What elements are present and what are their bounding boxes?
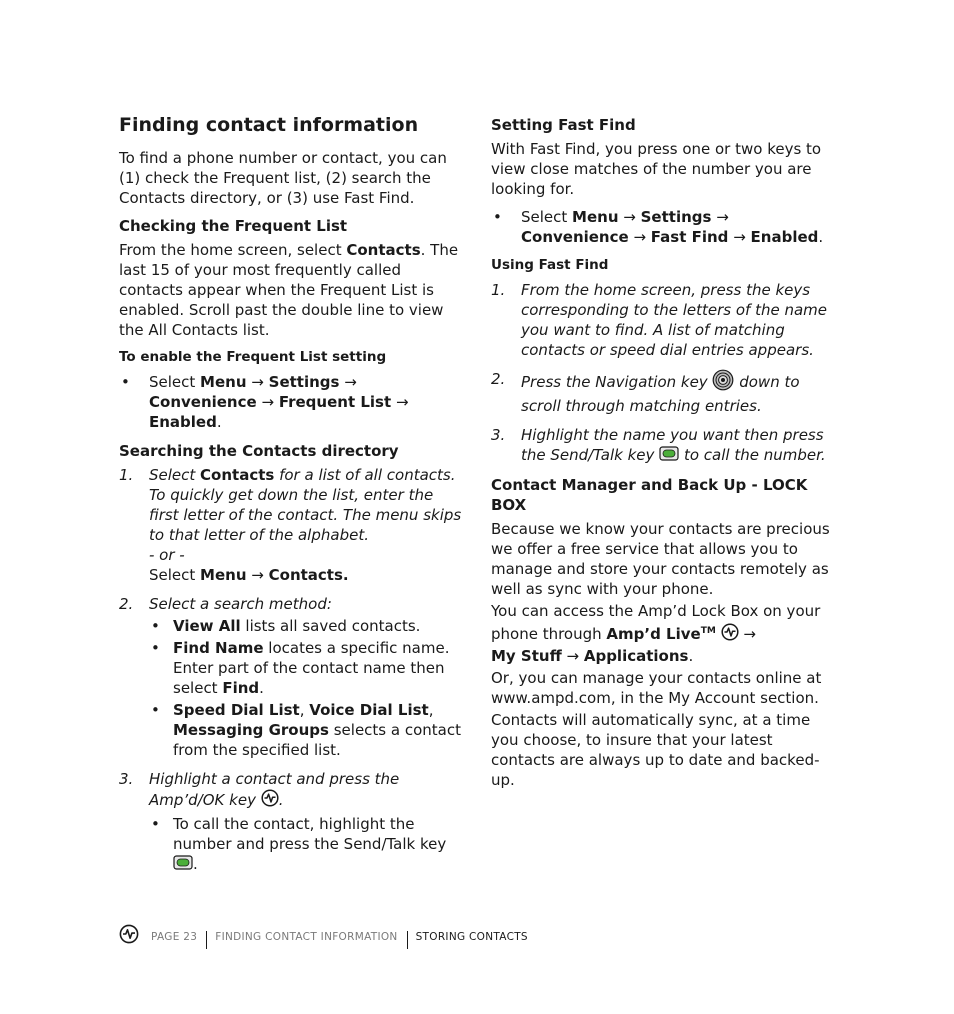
lockbox-heading: Contact Manager and Back Up - LOCK BOX [491, 475, 808, 514]
enable-frequent-heading: To enable the Frequent List setting [119, 349, 387, 365]
lockbox-paragraph-4: Contacts will automatically sync, at a time you choose, to insure that your latest contacts are always up to date and backed-up. [491, 710, 820, 789]
footer-section-current: FINDING CONTACT INFORMATION [215, 931, 398, 943]
list-item: • Find Name locates a specific name. Enter part of the contact name then select Find. [149, 638, 464, 698]
page-footer [119, 926, 528, 948]
lockbox-paragraph-3: Or, you can manage your contacts online at www.ampd.com, in the My Account section. [491, 668, 822, 707]
list-item: 3. Highlight the name you want then press the Send/Talk key to call the number. [491, 426, 826, 464]
lockbox-paragraph-1: Because we know your contacts are precious we offer a free service that allows you to manage and store your contacts remotely as well as sync with your phone. [491, 519, 830, 598]
using-fastfind-heading: Using Fast Find [491, 257, 609, 273]
footer-section-chapter: STORING CONTACTS [415, 931, 528, 943]
ampd-logo-icon [119, 924, 139, 951]
intro-paragraph: To find a phone number or contact, you can (1) check the Frequent list, (2) search the Contacts directory, or (3) use Fast Find. [119, 149, 447, 207]
footer-divider [206, 931, 207, 949]
fastfind-paragraph: With Fast Find, you press one or two keys to view close matches of the number you are looking for. [491, 140, 822, 198]
list-item: • View All lists all saved contacts. [149, 616, 464, 636]
frequent-paragraph: From the home screen, select Contacts. The last 15 of your most frequently called contacts appear when the Frequent List is enabled. Scroll past the double line to view the All Contacts list. [119, 241, 459, 339]
fastfind-settings-list [491, 207, 836, 247]
ampd-ok-icon [261, 789, 279, 812]
frequent-heading: Checking the Frequent List [119, 217, 348, 235]
fastfind-heading: Setting Fast Find [491, 116, 636, 134]
page-number: PAGE 23 [151, 931, 198, 943]
send-talk-icon [659, 446, 679, 466]
send-talk-icon [173, 855, 193, 875]
search-steps [119, 465, 464, 875]
lockbox-paragraph-2: You can access the Amp’d Lock Box on your phone through Amp’d Live™ → My Stuff → Applications. [491, 601, 821, 665]
list-item: 3. Highlight a contact and press the Amp’d/OK key . • To call the contact, highlight the number and press the Send/Talk key . [119, 769, 464, 875]
search-heading: Searching the Contacts directory [119, 442, 399, 460]
list-item: 2. Select a search method: • View All lists all saved contacts. • Find Name locates a specific name. Enter part of the contact name then select Find. • Speed Dial List, Voice Dial List, Messaging Groups selects a contact from the specified list. [119, 594, 464, 760]
enable-frequent-list [119, 372, 464, 432]
list-item: • Speed Dial List, Voice Dial List, Messaging Groups selects a contact from the specified list. [149, 700, 464, 760]
list-item: 1. From the home screen, press the keys corresponding to the letters of the name you want to find. A list of matching contacts or speed dial entries appears. [491, 281, 827, 359]
footer-divider [407, 931, 408, 949]
list-item: • To call the contact, highlight the number and press the Send/Talk key . [149, 814, 464, 875]
list-item: 2. Press the Navigation key down to scroll through matching entries. [491, 370, 800, 415]
right-column [491, 112, 836, 798]
list-item: 1. Select Contacts for a list of all contacts. To quickly get down the list, enter the first letter of the contact. The menu skips to that letter of the alphabet. - or - Select Menu → Contacts. [119, 466, 462, 584]
list-item: • Select Menu → Settings → Convenience → Frequent List → Enabled. [119, 372, 464, 432]
list-item: • Select Menu → Settings → Convenience → Fast Find → Enabled. [491, 207, 836, 247]
left-column [119, 112, 464, 884]
ampd-ok-icon [721, 623, 739, 646]
page-title: Finding contact information [119, 114, 419, 136]
using-fastfind-steps [491, 280, 836, 466]
navigation-key-icon [712, 369, 734, 396]
